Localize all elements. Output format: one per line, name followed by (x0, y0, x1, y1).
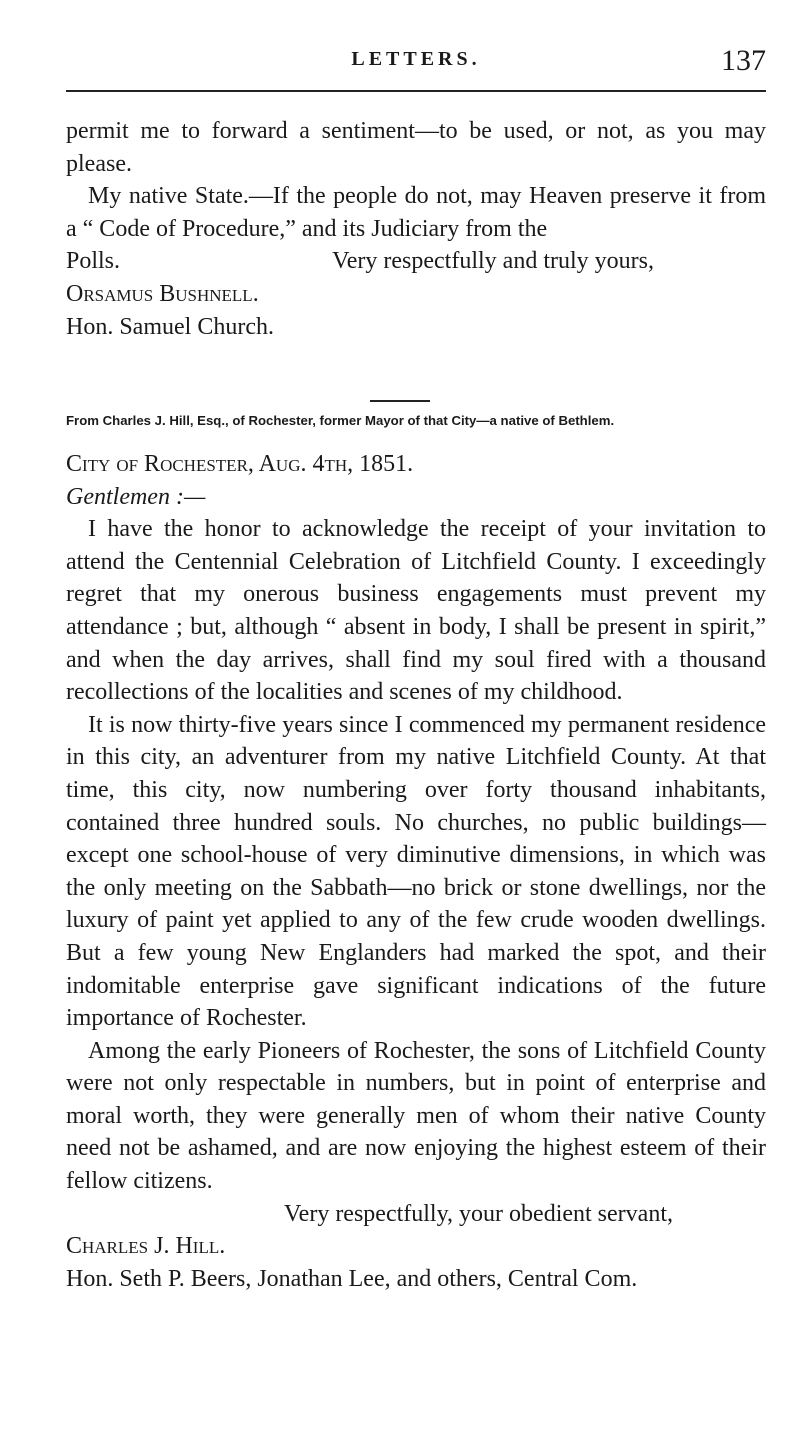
letter-text: Polls. (66, 248, 121, 275)
running-head: LETTERS. (351, 48, 481, 70)
letter-text: permit me to forward a sentiment—to be used, or not, as you may please. (66, 118, 766, 177)
paragraph: It is now thirty-five years since I commenced my permanent residence in this city, an adventurer from my native Litchfield County. At that time, this city, now numbering over forty thousand inhabitants, contained three hundred souls. No churches, no public buildings—except one school-house of very diminutive dimensions, in which was the only meeting on the Sabbath—no brick or stone dwellings, nor the luxury of paint yet applied to any of the few crude wooden dwellings. But a few young New Englanders had marked the spot, and their indomitable enterprise gave significant indications of the future importance of Rochester. (66, 711, 766, 1032)
addressee: Hon. Samuel Church. (66, 313, 274, 340)
paragraph: Among the early Pioneers of Rochester, the sons of Litchfield County were not only respectable in numbers, but in point of enterprise and moral worth, they were generally men of whom their native County need not be ashamed, and are now enjoying the highest esteem of their fellow citizens. (66, 1037, 766, 1195)
closing-line (66, 245, 766, 278)
closing: Very respectfully, your obedient servant, (284, 1200, 673, 1227)
dateline: City of Rochester, Aug. 4th, 1851. (66, 451, 414, 477)
signature: Orsamus Bushnell. (66, 280, 259, 307)
page-number: 137 (721, 44, 766, 77)
source-note: From Charles J. Hill, Esq., of Rochester, former Mayor of that City—a native of Bethlem. (66, 413, 615, 428)
separator-rule (370, 400, 430, 402)
salutation: Gentlemen :— (66, 483, 206, 510)
page-header (66, 44, 766, 98)
closing: Very respectfully and truly yours, (332, 248, 654, 275)
paragraph: I have the honor to acknowledge the receipt of your invitation to attend the Centennial Celebration of Litchfield County. I exceedingly regret that my onerous business engagements must prevent my attendance ; but, although “ absent in body, I shall be present in spirit,” and when the day arrives, shall find my soul fired with a thousand recollections of the localities and scenes of my childhood. (66, 516, 766, 706)
addressee: Hon. Seth P. Beers, Jonathan Lee, and others, Central Com. (66, 1265, 638, 1292)
letter-hill (66, 448, 766, 1295)
letter-text: My native State.—If the people do not, may Heaven preserve it from a “ Code of Procedure,” and its Judiciary from the (66, 183, 766, 242)
letter-bushnell (66, 115, 766, 343)
signature: Charles J. Hill. (66, 1233, 226, 1260)
header-rule (66, 90, 766, 92)
